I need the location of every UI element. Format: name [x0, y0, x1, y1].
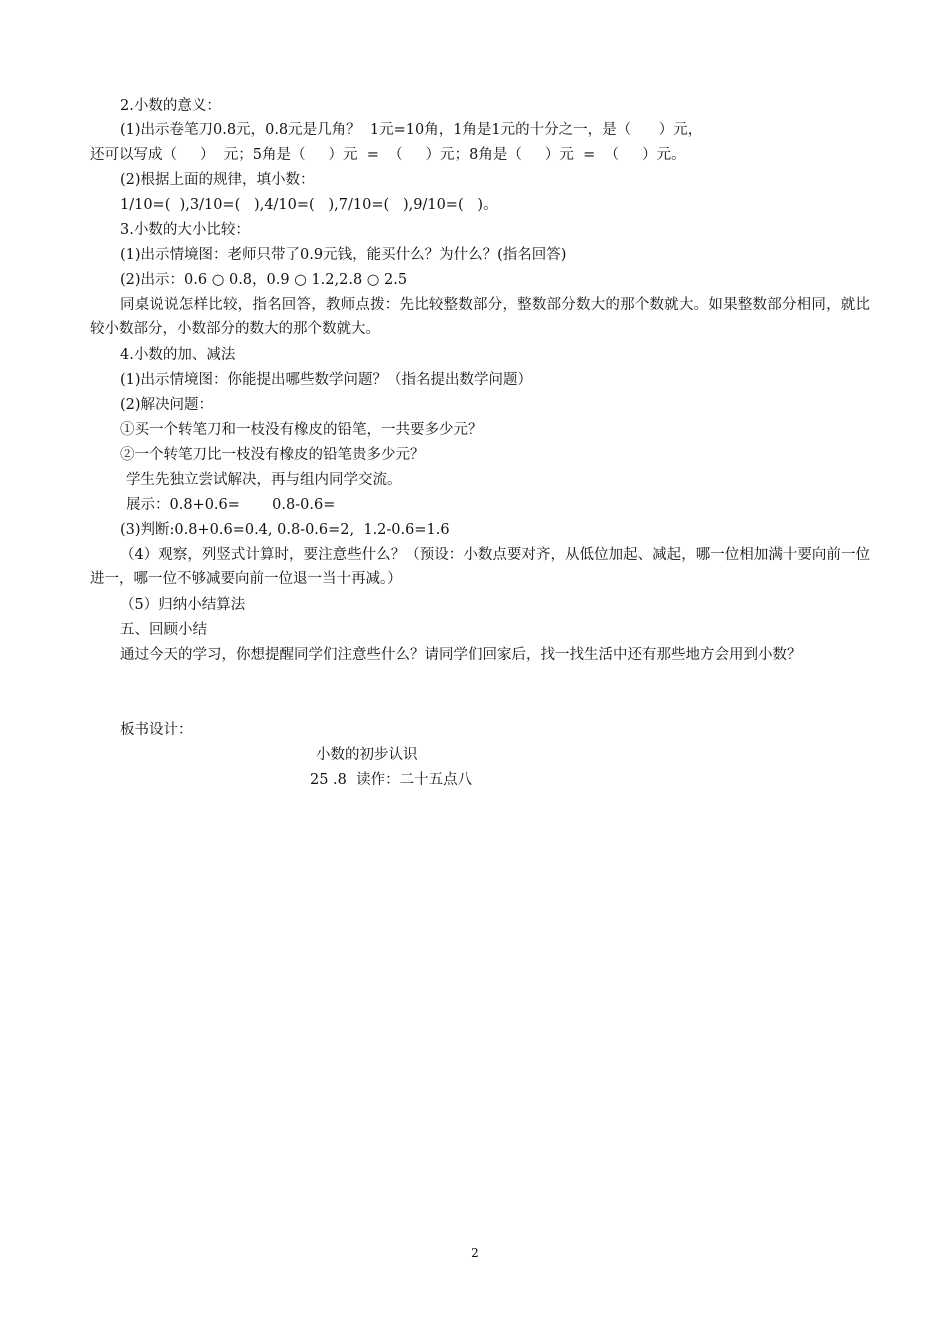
paragraph-line: ②一个转笔刀比一枝没有橡皮的铅笔贵多少元？: [120, 447, 425, 463]
section-heading-meaning: 2.小数的意义：: [120, 98, 221, 114]
paragraph-line: (2)根据上面的规律，填小数：: [120, 172, 315, 188]
section-heading-compare: 3.小数的大小比较：: [120, 222, 250, 238]
paragraph-block: （4）观察，列竖式计算时，要注意些什么？（预设：小数点要对齐，从低位加起、减起，哪一位相加满十要向前一位进一，哪一位不够减要向前一位退一当十再减。）: [90, 547, 870, 587]
section-heading-review: 五、回顾小结: [120, 622, 207, 638]
paragraph-line: 学生先独立尝试解决，再与组内同学交流。: [126, 472, 402, 488]
paragraph-line: (2)解决问题：: [120, 397, 214, 413]
board-title: 小数的初步认识: [316, 747, 418, 763]
paragraph-line: (2)出示：0.6 ○ 0.8，0.9 ○ 1.2,2.8 ○ 2.5: [120, 272, 408, 288]
paragraph-line: (3)判断:0.8+0.6=0.4, 0.8-0.6=2, 1.2-0.6=1.6: [120, 522, 450, 538]
page-number: 2: [471, 1246, 479, 1260]
board-design-heading: 板书设计：: [120, 722, 193, 738]
paragraph-line: (1)出示情境图：你能提出哪些数学问题？（指名提出数学问题）: [120, 372, 533, 388]
section-heading-add-subtract: 4.小数的加、减法: [120, 347, 236, 363]
paragraph-line: 1/10=( ),3/10=( ),4/10=( ),7/10=( ),9/10=( )。: [120, 197, 498, 213]
paragraph-line: (1)出示卷笔刀0.8元，0.8元是几角？ 1元=10角，1角是1元的十分之一，是（ ）元，: [120, 122, 703, 138]
board-example: 25 .8 读作：二十五点八: [310, 772, 473, 788]
paragraph-line: 还可以写成（ ） 元；5角是（ ）元 = （ ）元；8角是（ ）元 = （ ）元。: [90, 147, 686, 163]
paragraph-line: （5）归纳小结算法: [120, 597, 246, 613]
paragraph-line: 展示：0.8+0.6= 0.8-0.6=: [126, 497, 336, 513]
paragraph-block: 同桌说说怎样比较，指名回答，教师点拨：先比较整数部分，整数部分数大的那个数就大。如果整数部分相同，就比较小数部分，小数部分的数大的那个数就大。: [90, 297, 870, 337]
paragraph-line: (1)出示情境图：老师只带了0.9元钱，能买什么？为什么？(指名回答): [120, 247, 567, 263]
paragraph-line: ①买一个转笔刀和一枝没有橡皮的铅笔，一共要多少元？: [120, 422, 483, 438]
paragraph-block: 通过今天的学习，你想提醒同学们注意些什么？请同学们回家后，找一找生活中还有那些地方会用到小数？: [120, 647, 802, 663]
